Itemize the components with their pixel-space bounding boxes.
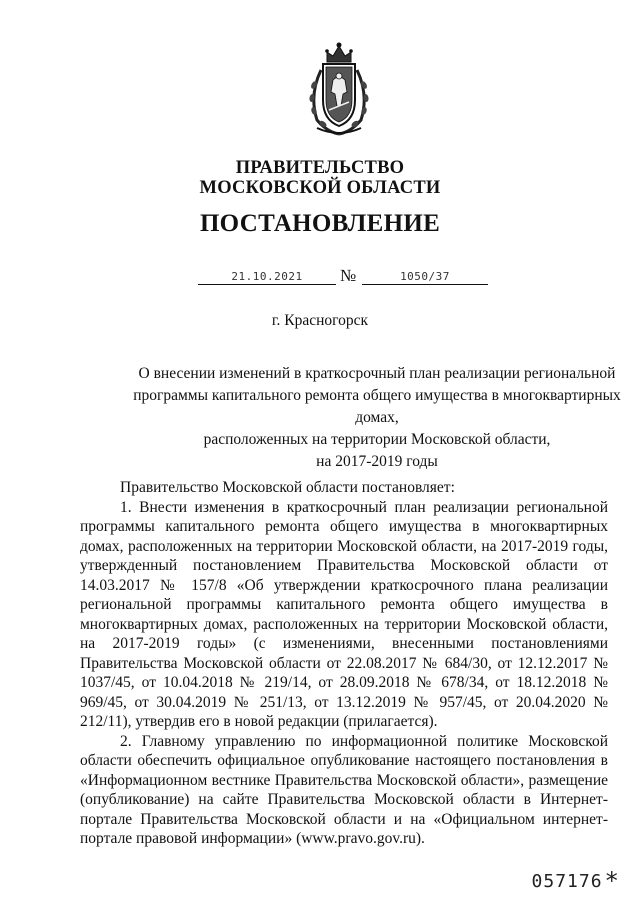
- subject-line: на 2017-2019 годы: [316, 453, 438, 470]
- org-name-line1: ПРАВИТЕЛЬСТВО: [235, 158, 405, 178]
- date-number-line: [0, 266, 640, 288]
- asterisk-mark: *: [604, 867, 620, 895]
- subject-line: программы капитального ремонта общего имущества в многоквартирных домах,: [133, 387, 621, 426]
- subject-line: расположенных на территории Московской области,: [203, 431, 551, 448]
- subject-line: О внесении изменений в краткосрочный план реализации региональной: [138, 365, 616, 382]
- document-body: [80, 478, 608, 849]
- paragraph-item-1: 1. Внести изменения в краткосрочный план реализации региональной программы капитального ремонта общего имущества в многоквартирных домах, расположенных на территории Московской области, на 2017-2019 годы, утвержденный постановлением Правительства Московской области от 14.03.2017 № 157/8 «Об утверждении краткосрочного плана реализации региональной программы капитального ремонта общего имущества в многоквартирных домах, расположенных на территории Московской области, на 2017-2019 годы» (с изменениями, внесенными постановлениями Правительства Московской области от 22.08.2017 № 684/30, от 12.12.2017 № 1037/45, от 10.04.2018 № 219/14, от 28.09.2018 № 678/34, от 18.12.2018 № 969/45, от 30.04.2019 № 251/13, от 13.12.2019 № 957/45, от 20.04.2020 № 212/11), утвердив его в новой редакции (прилагается).: [80, 498, 608, 730]
- coat-of-arms-icon: [303, 40, 375, 138]
- preamble: Правительство Московской области постановляет:: [120, 479, 455, 496]
- city: г. Красногорск: [271, 312, 369, 329]
- serial-number: 057176: [531, 871, 603, 892]
- serial-number-stamp: [532, 867, 620, 895]
- org-name-line2: МОСКОВСКОЙ ОБЛАСТИ: [199, 178, 441, 198]
- number-sign: №: [340, 266, 357, 285]
- document-subject: [130, 363, 624, 473]
- document-type: ПОСТАНОВЛЕНИЕ: [199, 210, 441, 237]
- document-number: 1050/37: [362, 270, 488, 285]
- document-date: 21.10.2021: [198, 270, 336, 285]
- paragraph-item-2: 2. Главному управлению по информационной политике Московской области обеспечить официальное опубликование настоящего постановления в «Информационном вестнике Правительства Московской области», размещение (опубликование) на сайте Правительства Московской области в Интернет-портале Правительства Московской области и на «Официальном интернет-портале правовой информации» (www.pravo.gov.ru).: [80, 732, 608, 847]
